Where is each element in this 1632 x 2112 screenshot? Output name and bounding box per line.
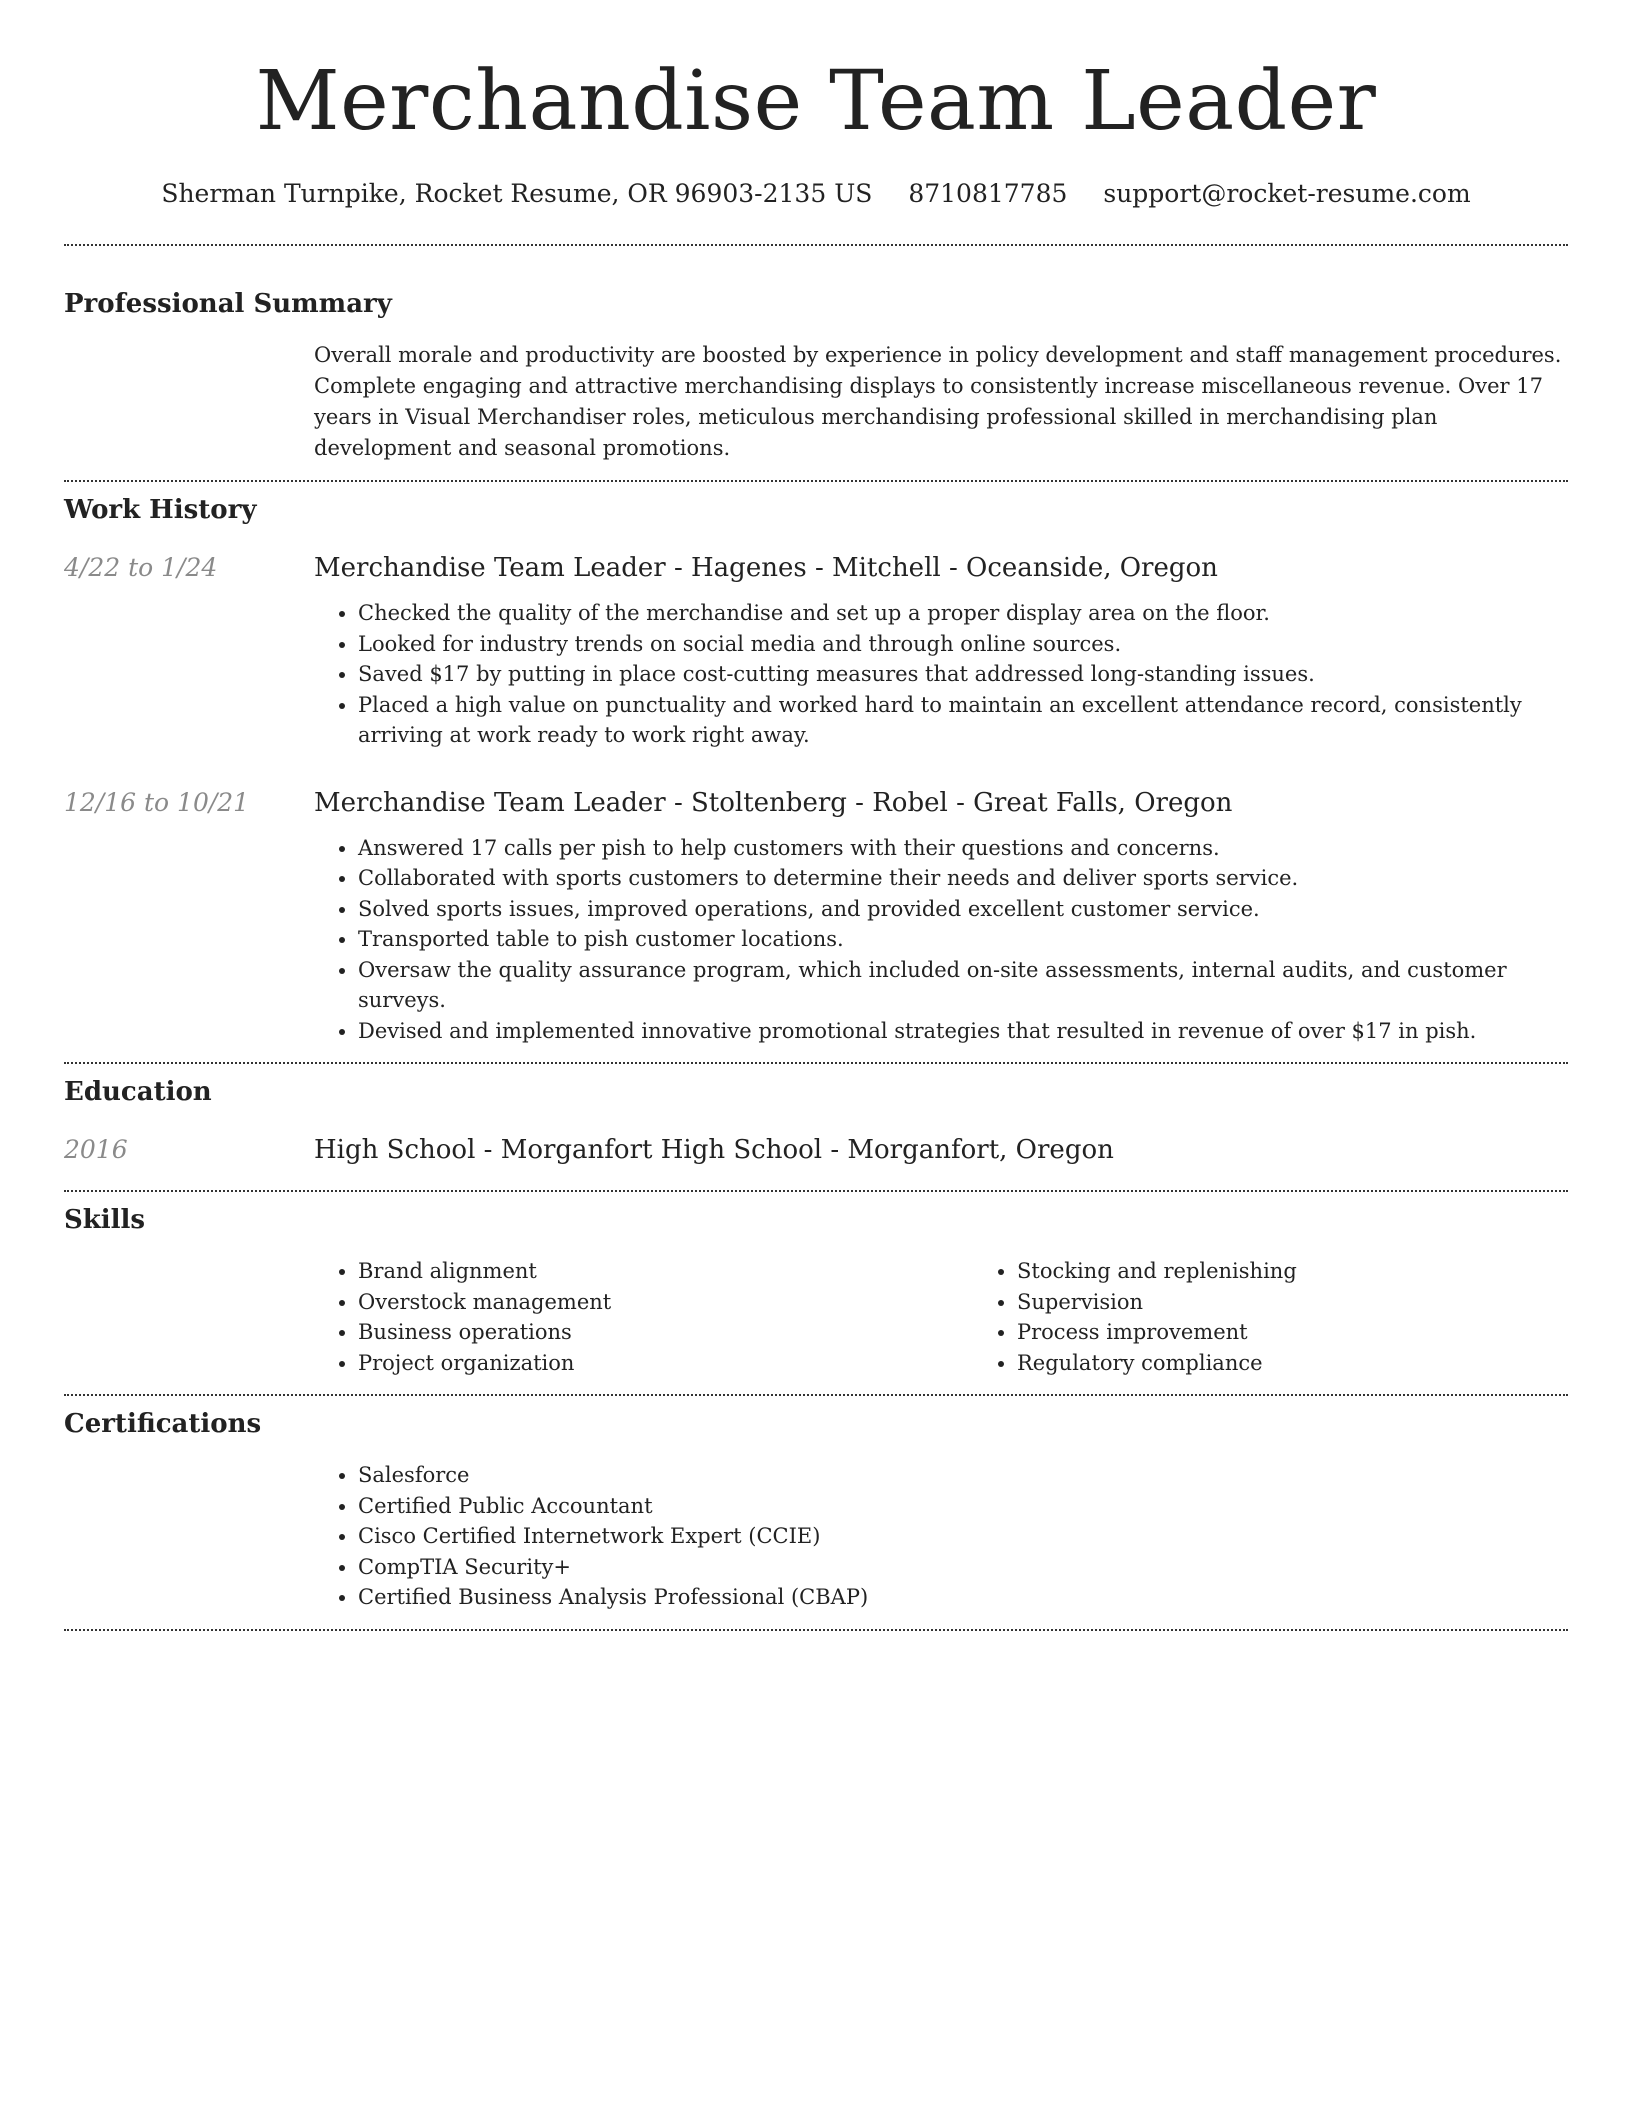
education-year: 2016 [64,1135,128,1164]
list-item: • Overstock management [358,1287,973,1318]
education-entry [64,1134,1568,1166]
list-item: • Solved sports issues, improved operations, and provided excellent customer service. [358,894,1568,925]
contact-phone: 8710817785 [908,179,1068,208]
list-item: • Looked for industry trends on social media and through online sources. [358,629,1568,660]
work-history-section [64,482,1568,1046]
skills-list-right [973,1256,1632,1378]
section-title-work: Work History [64,495,257,525]
certifications-section [64,1396,1568,1613]
list-item: • Business operations [358,1317,973,1348]
job-bullets [314,598,1568,751]
divider [64,1629,1568,1631]
summary-section [64,246,1568,464]
contact-line [64,178,1568,210]
list-item: • Certified Business Analysis Professional (CBAP) [358,1582,1568,1613]
list-item: • Collaborated with sports customers to determine their needs and deliver sports service. [358,863,1568,894]
list-item: • Project organization [358,1348,973,1379]
job-entry [64,787,1568,1047]
section-title-certifications: Certifications [64,1409,262,1439]
section-title-education: Education [64,1077,212,1107]
certifications-list [314,1460,1568,1613]
list-item: • Salesforce [358,1460,1568,1491]
list-item: • Process improvement [1017,1317,1632,1348]
list-item: • Oversaw the quality assurance program, which included on-site assessments, internal audits, and customer surveys. [358,955,1568,1016]
list-item: • CompTIA Security+ [358,1552,1568,1583]
job-title: Merchandise Team Leader - Hagenes - Mitchell - Oceanside, Oregon [314,553,1218,583]
list-item: • Saved $17 by putting in place cost-cutting measures that addressed long-standing issues. [358,659,1568,690]
list-item: • Certified Public Accountant [358,1491,1568,1522]
education-title: High School - Morganfort High School - Morganfort, Oregon [314,1135,1114,1165]
summary-text: Overall morale and productivity are boosted by experience in policy development and staff management procedures. Complete engaging and attractive merchandising displays to consistently increase miscellaneous revenue. Over 17 years in Visual Merchandiser roles, meticulous merchandising professional skilled in merchandising plan development and seasonal promotions. [314,343,1562,460]
job-bullets [314,833,1568,1047]
list-item: • Checked the quality of the merchandise and set up a proper display area on the floor. [358,598,1568,629]
list-item: • Supervision [1017,1287,1632,1318]
job-title: Merchandise Team Leader - Stoltenberg - Robel - Great Falls, Oregon [314,787,1233,818]
section-title-summary: Professional Summary [64,289,392,319]
list-item: • Regulatory compliance [1017,1348,1632,1379]
list-item: • Brand alignment [358,1256,973,1287]
list-item: • Answered 17 calls per pish to help customers with their questions and concerns. [358,833,1568,864]
job-entry [64,552,1568,751]
job-dates: 12/16 to 10/21 [64,787,250,817]
education-section [64,1064,1568,1166]
list-item: • Cisco Certified Internetwork Expert (CCIE) [358,1521,1568,1552]
skills-section [64,1192,1568,1378]
contact-address: Sherman Turnpike, Rocket Resume, OR 96903-2135 US [161,179,873,208]
job-dates: 4/22 to 1/24 [64,553,218,582]
list-item: • Placed a high value on punctuality and worked hard to maintain an excellent attendance record, consistently arriving at work ready to work right away. [358,690,1568,751]
skills-list-left [314,1256,973,1378]
list-item: • Transported table to pish customer locations. [358,924,1568,955]
contact-email: support@rocket-resume.com [1103,179,1471,208]
section-title-skills: Skills [64,1205,146,1235]
list-item: • Stocking and replenishing [1017,1256,1632,1287]
list-item: • Devised and implemented innovative promotional strategies that resulted in revenue of over $17 in pish. [358,1016,1568,1047]
resume-name: Merchandise Team Leader [255,54,1377,149]
